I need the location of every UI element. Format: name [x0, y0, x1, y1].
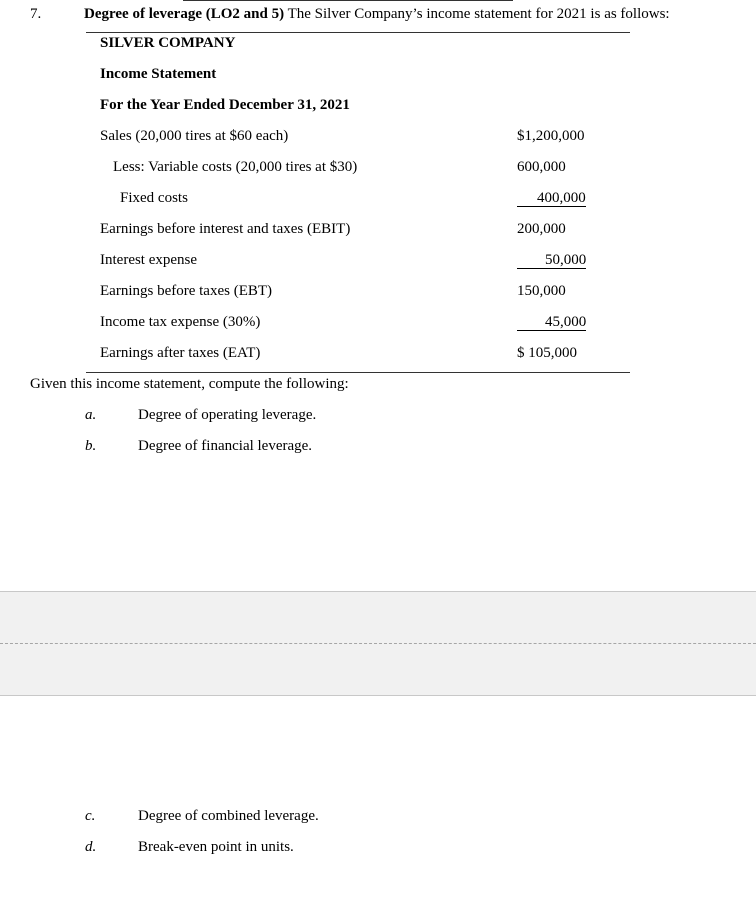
- row-value-interest: 50,000: [517, 252, 586, 269]
- problem-heading: [84, 6, 670, 23]
- problem-number: 7.: [30, 6, 42, 22]
- row-label-interest: Interest expense: [100, 252, 198, 268]
- row-label-ebit: Earnings before interest and taxes (EBIT): [100, 221, 351, 237]
- row-label-ebt: Earnings before taxes (EBT): [100, 283, 273, 299]
- statement-bottom-rule: [86, 372, 630, 373]
- statement-period: For the Year Ended December 31, 2021: [100, 97, 350, 113]
- question-letter-d: d.: [85, 839, 97, 855]
- row-value-tax: 45,000: [517, 314, 586, 331]
- row-label-fixed-costs: Fixed costs: [120, 190, 188, 206]
- row-value-ebt: 150,000: [517, 283, 566, 299]
- question-letter-a: a.: [85, 407, 97, 423]
- row-label-tax: Income tax expense (30%): [100, 314, 261, 330]
- question-letter-c: c.: [85, 808, 96, 824]
- question-text-c: Degree of combined leverage.: [138, 808, 319, 824]
- question-letter-b: b.: [85, 438, 97, 454]
- problem-heading-text: The Silver Company’s income statement for 2021 is as follows:: [287, 6, 670, 22]
- question-text-d: Break-even point in units.: [138, 839, 294, 855]
- company-name: SILVER COMPANY: [100, 35, 236, 51]
- row-label-eat: Earnings after taxes (EAT): [100, 345, 261, 361]
- problem-heading-bold: Degree of leverage (LO2 and 5): [84, 6, 285, 22]
- row-label-variable-costs: Less: Variable costs (20,000 tires at $30): [113, 159, 358, 175]
- row-value-ebit: 200,000: [517, 221, 566, 237]
- question-text-a: Degree of operating leverage.: [138, 407, 317, 423]
- instructions: Given this income statement, compute the following:: [30, 376, 349, 392]
- row-value-fixed-costs: 400,000: [517, 190, 586, 207]
- statement-title: Income Statement: [100, 66, 217, 82]
- question-text-b: Degree of financial leverage.: [138, 438, 313, 454]
- row-value-sales: $1,200,000: [517, 128, 585, 144]
- top-rule: [183, 0, 513, 1]
- page-break-dashed-line: [0, 643, 756, 644]
- row-value-eat: $ 105,000: [517, 345, 577, 361]
- row-label-sales: Sales (20,000 tires at $60 each): [100, 128, 289, 144]
- statement-top-rule: [86, 32, 630, 33]
- row-value-variable-costs: 600,000: [517, 159, 566, 175]
